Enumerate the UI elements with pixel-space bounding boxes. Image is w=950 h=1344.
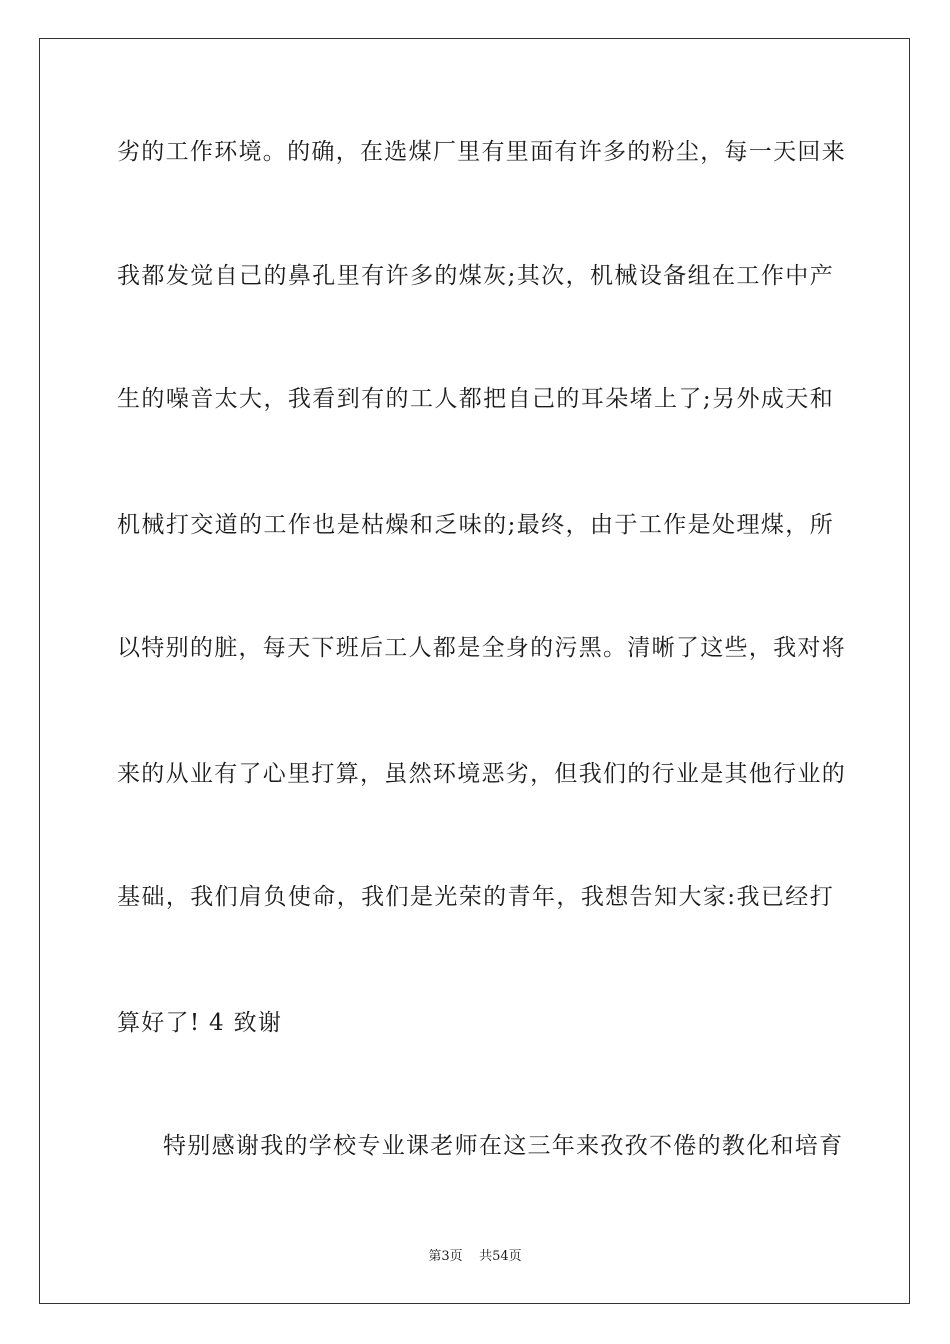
- heading-line: 算好了! 4 致谢: [117, 1010, 283, 1036]
- paragraph-line: 特别感谢我的学校专业课老师在这三年来孜孜不倦的教化和培育: [163, 1133, 844, 1159]
- paragraph-line: 劣的工作环境。的确，在选煤厂里有里面有许多的粉尘，每一天回来: [117, 139, 846, 165]
- paragraph-line: 生的噪音太大，我看到有的工人都把自己的耳朵堵上了;另外成天和: [117, 386, 834, 412]
- paragraph-line: 来的从业有了心里打算，虽然环境恶劣，但我们的行业是其他行业的: [117, 761, 846, 787]
- paragraph-line: 机械打交道的工作也是枯燥和乏味的;最终，由于工作是处理煤，所: [117, 512, 834, 538]
- paragraph-line: 我都发觉自己的鼻孔里有许多的煤灰;其次，机械设备组在工作中产: [117, 263, 834, 289]
- page-number-footer: 第3页 共54页: [428, 1249, 522, 1264]
- page-border: [39, 38, 910, 1304]
- paragraph-line: 基础，我们肩负使命，我们是光荣的青年，我想告知大家:我已经打: [117, 884, 834, 910]
- paragraph-line: 以特别的脏，每天下班后工人都是全身的污黑。清晰了这些，我对将: [117, 635, 846, 661]
